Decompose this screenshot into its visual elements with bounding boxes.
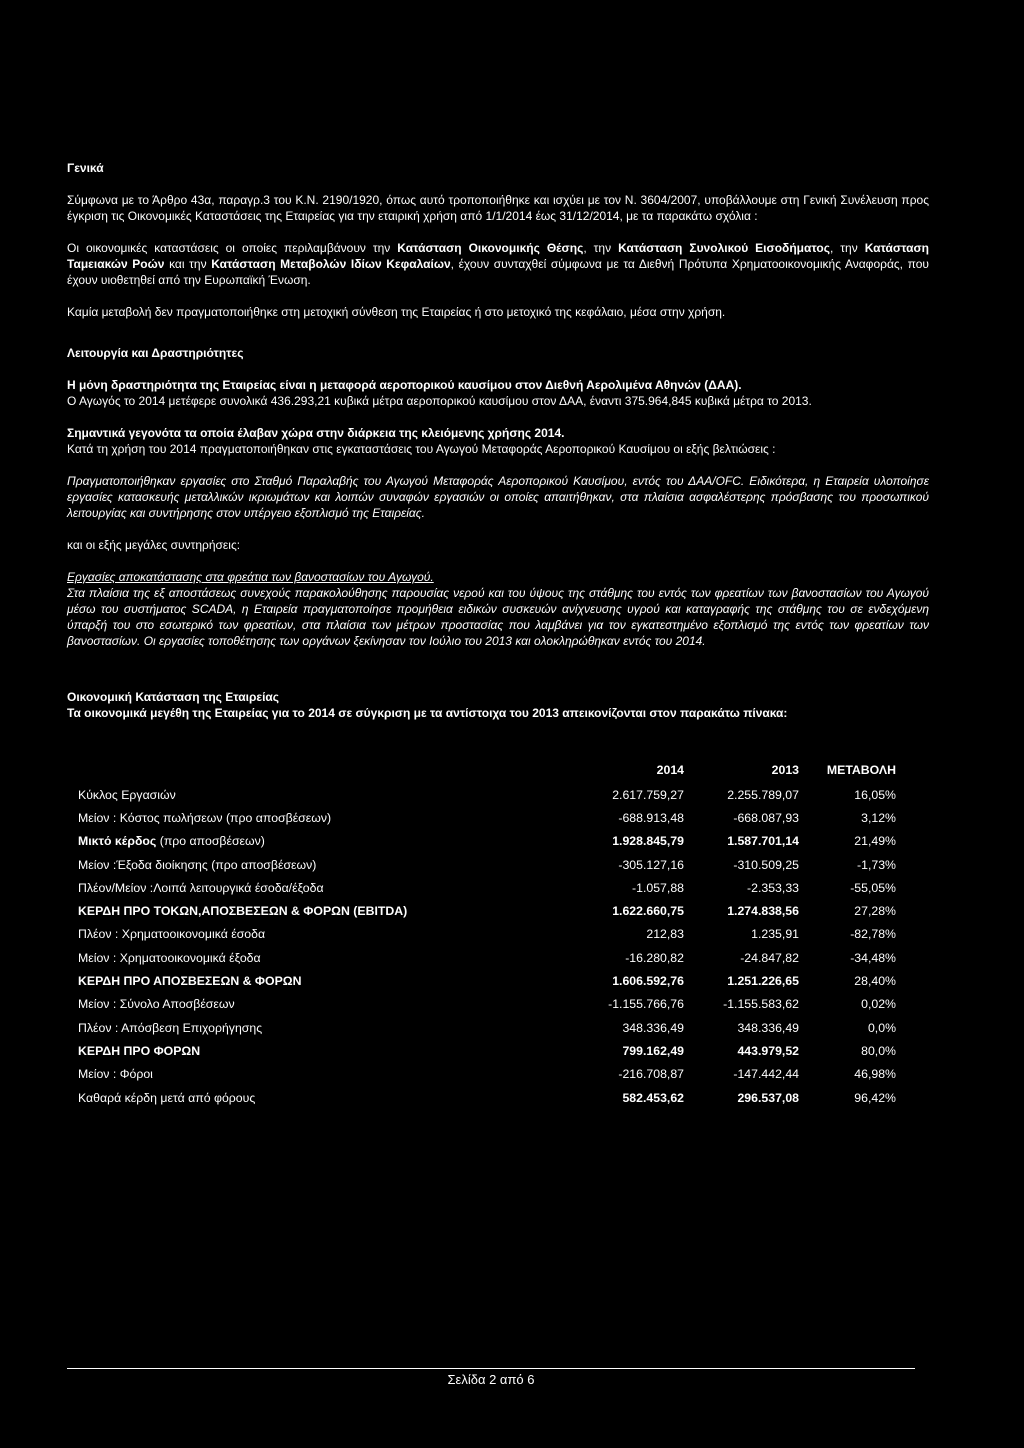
- table-row: [78, 806, 896, 829]
- value-2014: 582.453,62: [622, 1090, 684, 1105]
- value-change: 0,02%: [861, 997, 896, 1012]
- row-label: Μείον : Χρηματοοικονομικά έξοδα: [78, 950, 261, 965]
- table-row: [78, 853, 896, 876]
- row-label: Κύκλος Εργασιών: [78, 787, 176, 802]
- table-row: [78, 923, 896, 946]
- table-row: [78, 876, 896, 899]
- works-paragraph: Πραγματοποιήθηκαν εργασίες στο Σταθμό Παραλαβής του Αγωγού Μεταφοράς Αεροπορικού Καυσίμου, εντός του ΔΑΑ/OFC. Ειδικότερα, η Εταιρεία υλοποίησε εργασίες κατασκευής μεταλλικών ικριωμάτων και λοιπών συναφών εργασιών οι οποίες απαιτήθηκαν, στα πλαίσια ασφαλέστερης πρόσβασης του προσωπικού λειτουργίας και συντήρησης στον υπέργειο εξοπλισμό της Εταιρείας.: [67, 474, 929, 520]
- value-2014: 1.606.592,76: [612, 974, 684, 989]
- row-label: Πλέον : Απόσβεση Επιχορήγησης: [78, 1020, 263, 1035]
- statement-cash-flows: Κατάσταση Ταμειακών Ροών: [67, 241, 930, 271]
- events-intro: Κατά τη χρήση του 2014 πραγματοποιήθηκαν στις εγκαταστάσεις του Αγωγού Μεταφοράς Αεροπορικού Καυσίμου οι εξής βελτιώσεις :: [67, 442, 776, 456]
- row-label: Μείον : Κόστος πωλήσεων (προ αποσβέσεων): [78, 810, 332, 825]
- value-2014: -1.155.766,76: [608, 997, 684, 1012]
- value-2014: -1.057,88: [632, 880, 684, 895]
- header-2014: 2014: [656, 763, 684, 777]
- value-2013: -668.087,93: [733, 810, 799, 825]
- value-2014: 1.622.660,75: [612, 904, 684, 919]
- value-2014: 2.617.759,27: [612, 787, 684, 802]
- row-label: Πλέον : Χρηματοοικονομικά έσοδα: [78, 927, 266, 942]
- value-2014: 1.928.845,79: [612, 834, 684, 849]
- value-2013: -147.442,44: [733, 1067, 799, 1082]
- header-change: ΜΕΤΑΒΟΛΗ: [826, 763, 896, 777]
- row-label: ΚΕΡΔΗ ΠΡΟ ΦΟΡΩΝ: [78, 1043, 201, 1058]
- value-2013: 1.235,91: [751, 927, 799, 942]
- table-row: [78, 1039, 896, 1062]
- value-2013: 1.274.838,56: [727, 904, 799, 919]
- value-2013: -2.353,33: [747, 880, 799, 895]
- valve-works-paragraph: Στα πλαίσια της εξ αποστάσεως συνεχούς παρακολούθησης παρουσίας νερού και του ύψους της στάθμης του εντός των φρεατίων των βανοστασίων του Αγωγού μέσω του συστήματος SCADA, η Εταιρεία πραγματοποίησε προμήθεια ειδικών συσκευών ανίχνευσης υγρού και καταγραφής της στάθμης του σε ενδεχόμενη ύπαρξή του στο εσωτερικό των φρεατίων, στα πλαίσια των μέτρων προστασίας που λαμβάνει για τον εγκατεστημένο εξοπλισμό της εντός των φρεατίων των βανοστασίων. Οι εργασίες τοποθέτησης των οργάνων ξεκίνησαν τον Ιούλιο του 2013 και ολοκληρώθηκαν εντός του 2014.: [67, 586, 929, 648]
- statement-changes-equity: Κατάσταση Μεταβολών Ιδίων Κεφαλαίων: [211, 257, 451, 271]
- no-change-paragraph: Καμία μεταβολή δεν πραγματοποιήθηκε στη μετοχική σύνθεση της Εταιρείας ή στο μετοχικό της κεφάλαιο, μέσα στην χρήση.: [67, 305, 726, 319]
- row-label: ΚΕΡΔΗ ΠΡΟ ΑΠΟΣΒΕΣΕΩΝ & ΦΟΡΩΝ: [78, 974, 302, 989]
- table-row: [78, 946, 896, 969]
- table-row: [78, 1063, 896, 1086]
- row-label: Μείον : Φόροι: [78, 1067, 153, 1082]
- maintenance-intro: και οι εξής μεγάλες συντηρήσεις:: [67, 538, 241, 552]
- value-change: -82,78%: [850, 927, 896, 942]
- table-row: [78, 993, 896, 1016]
- value-change: 27,28%: [854, 904, 896, 919]
- table-header-row: [78, 757, 896, 783]
- value-2013: 443.979,52: [737, 1043, 799, 1058]
- valve-works-title: Εργασίες αποκατάστασης στα φρεάτια των βανοστασίων του Αγωγού.: [67, 570, 434, 584]
- table-row: [78, 969, 896, 992]
- financial-statements-paragraph: Οι οικονομικές καταστάσεις οι οποίες περιλαμβάνουν την Κατάσταση Οικονομικής Θέσης, την Κατάσταση Συνολικού Εισοδήματος, την Κατάσταση Ταμειακών Ροών και την Κατάσταση Μεταβολών Ιδίων Κεφαλαίων, έχουν συνταχθεί σύμφωνα με τα Διεθνή Πρότυπα Χρηματοοικονομικής Αναφοράς, που έχουν υιοθετηθεί από την Ευρωπαϊκή Ένωση.: [67, 241, 930, 287]
- value-2014: -688.913,48: [618, 810, 684, 825]
- document-page: [67, 160, 929, 1109]
- table-row: [78, 783, 896, 806]
- value-2013: 348.336,49: [737, 1020, 799, 1035]
- section-title-financial: Οικονομική Κατάσταση της Εταιρείας: [67, 690, 280, 704]
- value-change: 0,0%: [867, 1020, 896, 1035]
- value-change: 80,0%: [861, 1043, 896, 1058]
- value-change: -34,48%: [850, 950, 896, 965]
- value-2014: 348.336,49: [622, 1020, 684, 1035]
- statement-comprehensive-income: Κατάσταση Συνολικού Εισοδήματος: [618, 241, 830, 255]
- header-2013: 2013: [771, 763, 799, 777]
- row-label: Μείον : Σύνολο Αποσβέσεων: [78, 997, 235, 1012]
- value-2013: 2.255.789,07: [727, 787, 799, 802]
- financial-table: [78, 757, 896, 1109]
- table-row: [78, 1016, 896, 1039]
- value-change: 46,98%: [854, 1067, 896, 1082]
- value-2013: 1.251.226,65: [727, 974, 799, 989]
- value-change: 3,12%: [861, 810, 896, 825]
- value-2013: 1.587.701,14: [727, 834, 799, 849]
- volume-statement: Ο Αγωγός το 2014 μετέφερε συνολικά 436.293,21 κυβικά μέτρα αεροπορικού καυσίμου στον ΔΑΑ, έναντι 375.964,845 κυβικά μέτρα το 2013.: [67, 394, 812, 408]
- table-row: [78, 830, 896, 853]
- row-label: Μικτό κέρδος (προ αποσβέσεων): [78, 834, 265, 849]
- sole-activity: Η μόνη δραστηριότητα της Εταιρείας είναι η μεταφορά αεροπορικού καυσίμου στον Διεθνή Αερολιμένα Αθηνών (ΔΑΑ).: [67, 378, 742, 392]
- statement-financial-position: Κατάσταση Οικονομικής Θέσης: [397, 241, 584, 255]
- value-change: -55,05%: [850, 880, 896, 895]
- value-2013: -24.847,82: [740, 950, 799, 965]
- value-2014: 799.162,49: [622, 1043, 684, 1058]
- value-change: -1,73%: [857, 857, 896, 872]
- value-2014: -16.280,82: [625, 950, 684, 965]
- header-label: [78, 757, 570, 783]
- financial-subtitle: Τα οικονομικά μεγέθη της Εταιρείας για το 2014 σε σύγκριση με τα αντίστοιχα του 2013 απεικονίζονται στον παρακάτω πίνακα:: [67, 706, 788, 720]
- page-footer: [67, 1368, 915, 1388]
- value-change: 28,40%: [854, 974, 896, 989]
- value-change: 16,05%: [854, 787, 896, 802]
- row-label: ΚΕΡΔΗ ΠΡΟ ΤΟΚΩΝ,ΑΠΟΣΒΕΣΕΩΝ & ΦΟΡΩΝ (EBITDA): [78, 904, 408, 919]
- section-title-general: Γενικά: [67, 161, 104, 175]
- value-2013: -310.509,25: [733, 857, 799, 872]
- intro-paragraph: Σύμφωνα με το Άρθρο 43α, παραγρ.3 του Κ.Ν. 2190/1920, όπως αυτό τροποποιήθηκε και ισχύει με τον Ν. 3604/2007, υποβάλλουμε στη Γενική Συνέλευση προς έγκριση τις Οικονομικές Καταστάσεις της Εταιρείας για την εταιρική χρήση από 1/1/2014 έως 31/12/2014, με τα παρακάτω σχόλια :: [67, 193, 929, 223]
- events-title: Σημαντικά γεγονότα τα οποία έλαβαν χώρα στην διάρκεια της κλειόμενης χρήσης 2014.: [67, 426, 565, 440]
- value-change: 21,49%: [854, 834, 896, 849]
- section-title-operations: Λειτουργία και Δραστηριότητες: [67, 346, 244, 360]
- value-change: 96,42%: [854, 1090, 896, 1105]
- row-label: Καθαρά κέρδη μετά από φόρους: [78, 1090, 256, 1105]
- value-2013: -1.155.583,62: [723, 997, 799, 1012]
- table-row: [78, 1086, 896, 1109]
- value-2014: 212,83: [646, 927, 684, 942]
- page-number: Σελίδα 2 από 6: [447, 1372, 535, 1387]
- value-2014: -305.127,16: [618, 857, 684, 872]
- row-label: Μείον :Έξοδα διοίκησης (προ αποσβέσεων): [78, 857, 317, 872]
- row-label: Πλέον/Μείον :Λοιπά λειτουργικά έσοδα/έξοδα: [78, 880, 324, 895]
- value-2013: 296.537,08: [737, 1090, 799, 1105]
- table-row: [78, 899, 896, 922]
- value-2014: -216.708,87: [618, 1067, 684, 1082]
